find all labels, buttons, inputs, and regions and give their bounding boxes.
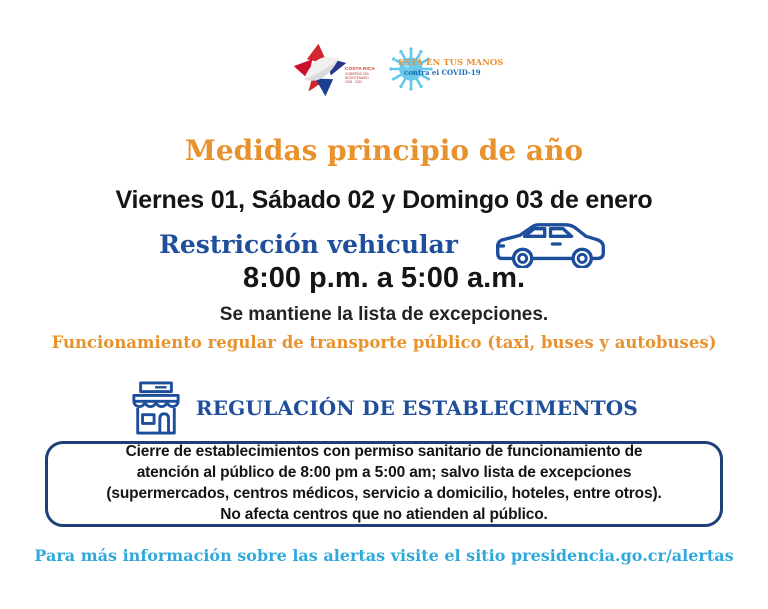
covid-campaign-logo	[390, 46, 504, 96]
exceptions-note: Se mantiene la lista de excepciones.	[219, 304, 549, 325]
gobierno-logo-text	[345, 66, 385, 84]
gobierno-logo-line3: 2018 - 2022	[345, 79, 363, 84]
vehicular-restriction-row	[0, 220, 768, 268]
vehicular-restriction-heading: Restricción vehicular	[159, 229, 458, 259]
box-line-4: No afecta centros que no atienden al público.	[220, 505, 548, 523]
box-line-1: Cierre de establecimientos con permiso sanitario de funcionamiento de	[125, 443, 643, 461]
gobierno-logo-line1: COSTA RICA	[345, 66, 376, 71]
page-title: Medidas principio de año	[184, 134, 584, 167]
restriction-hours: 8:00 p.m. a 5:00 a.m.	[242, 262, 526, 294]
gobierno-logo-line2: GOBIERNO DEL BICENTENARIO	[345, 71, 370, 80]
establishments-heading-row	[0, 381, 768, 435]
box-line-2: atención al público de 8:00 pm a 5:00 am; salvo lista de excepciones	[136, 464, 632, 482]
campaign-logo-line1: ESTÁ EN TUS MANOS	[398, 58, 504, 68]
dates-heading: Viernes 01, Sábado 02 y Domingo 03 de enero	[115, 186, 653, 214]
establishments-info-box	[45, 441, 723, 527]
campaign-logo-text	[398, 58, 504, 77]
public-transport-note: Funcionamiento regular de transporte público (taxi, buses y autobuses)	[51, 333, 717, 352]
gobierno-star-logo	[293, 42, 347, 98]
campaign-logo-line2: contra el COVID-19	[404, 67, 481, 77]
storefront-icon	[130, 381, 182, 435]
establishments-heading: REGULACIÓN DE ESTABLECIMENTOS	[195, 396, 639, 420]
logo-row	[0, 40, 768, 98]
gobierno-costa-rica-logo	[293, 42, 381, 98]
car-icon	[492, 220, 609, 268]
box-line-3: (supermercados, centros médicos, servicio a domicilio, hoteles, entre otros).	[106, 485, 662, 502]
footer-info-link-text: Para más información sobre las alertas visite el sitio presidencia.go.cr/alertas	[34, 546, 734, 565]
